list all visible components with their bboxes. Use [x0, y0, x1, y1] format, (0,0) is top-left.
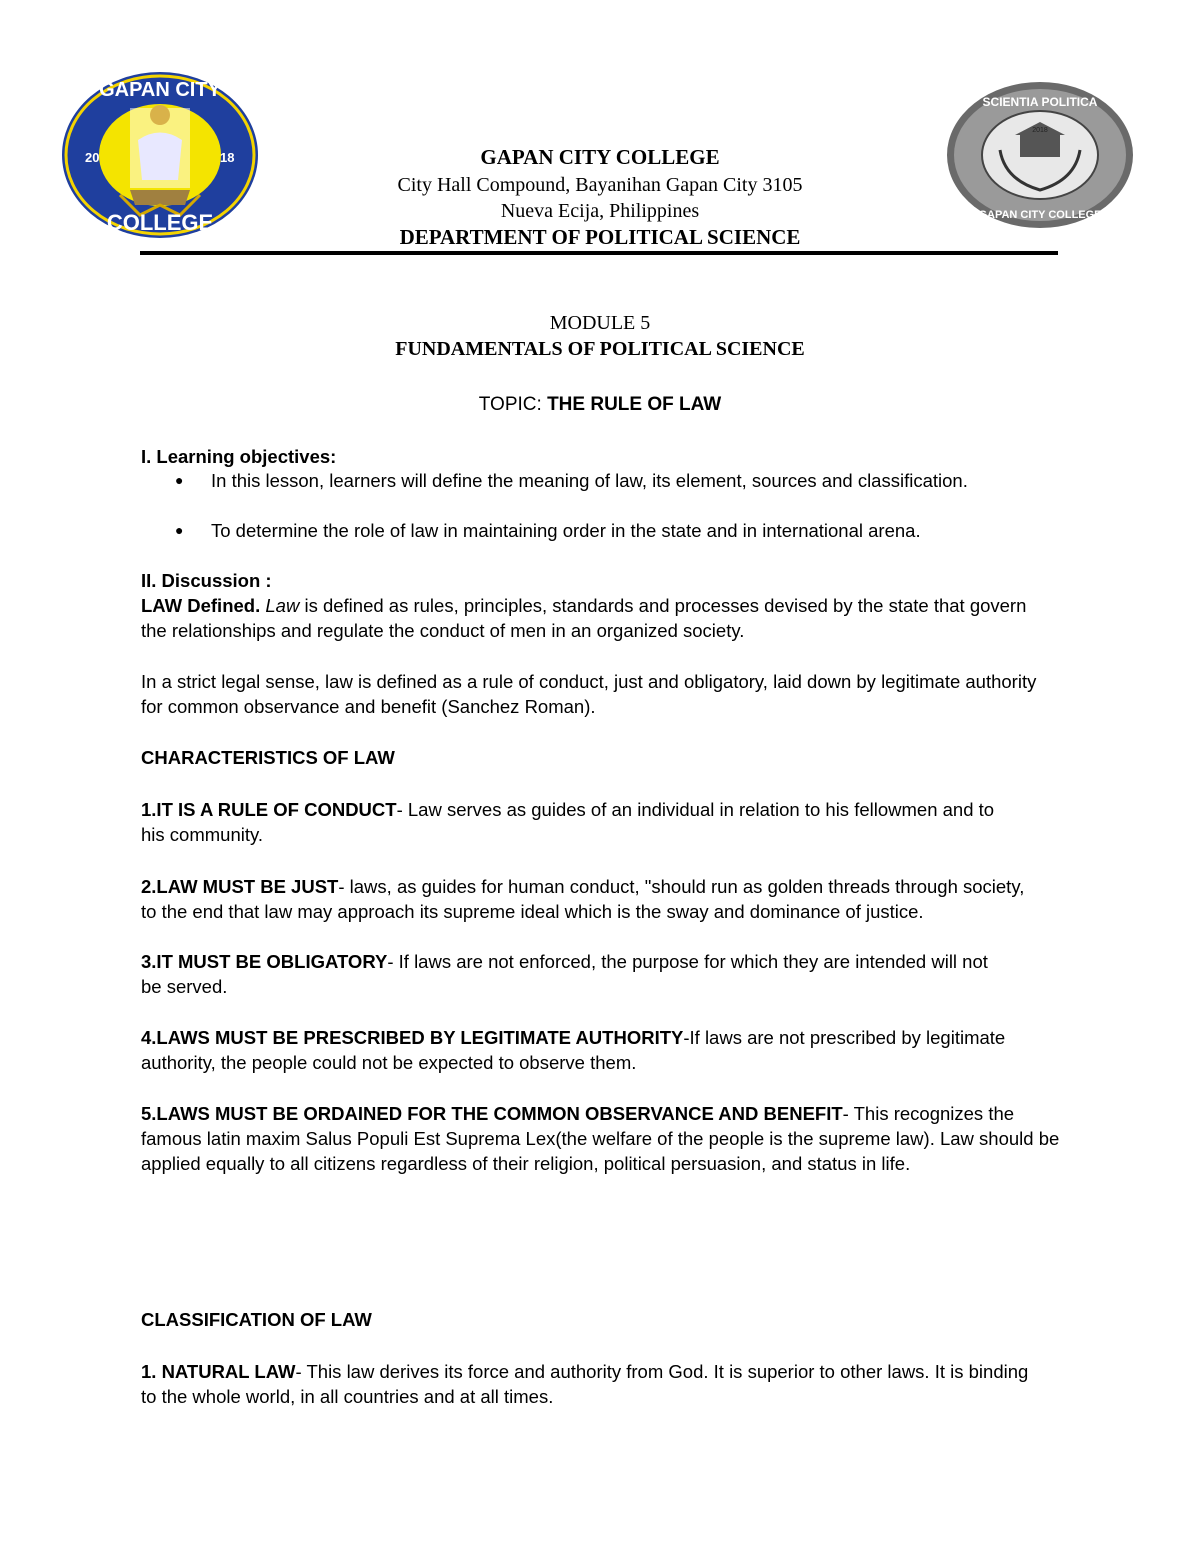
classification-heading: CLASSIFICATION OF LAW: [141, 1309, 372, 1330]
bullet-icon: ●: [175, 522, 184, 538]
svg-text:18: 18: [220, 150, 235, 165]
characteristic-item: 2.LAW MUST BE JUST- laws, as guides for human conduct, "should run as golden threads through society, to the end that law may approach its supreme ideal which is the sway and dominance of justice.: [141, 876, 1025, 922]
objectives-heading: I. Learning objectives:: [141, 446, 337, 467]
header-divider: [140, 251, 1058, 255]
characteristic-item: 3.IT MUST BE OBLIGATORY- If laws are not enforced, the purpose for which they are intended will not be served.: [141, 951, 988, 997]
department-name: DEPARTMENT OF POLITICAL SCIENCE: [399, 225, 801, 249]
topic-label: TOPIC:: [478, 394, 548, 415]
module-title: FUNDAMENTALS OF POLITICAL SCIENCE: [395, 338, 805, 360]
law-word: Law: [265, 595, 300, 616]
strict-sense-paragraph: In a strict legal sense, law is defined as a rule of conduct, just and obligatory, laid down by legitimate authority for common observance and benefit (Sanchez Roman).: [141, 671, 1037, 717]
classification-item: 1. NATURAL LAW- This law derives its force and authority from God. It is superior to other laws. It is binding to the whole world, in all countries and at all times.: [141, 1361, 1029, 1407]
svg-text:GAPAN CITY: GAPAN CITY: [99, 79, 221, 101]
svg-text:2018: 2018: [1032, 127, 1048, 134]
characteristic-item: 4.LAWS MUST BE PRESCRIBED BY LEGITIMATE AUTHORITY-If laws are not prescribed by legitimate authority, the people could not be expected to observe them.: [141, 1027, 1006, 1073]
gapan-city-college-logo: [60, 70, 260, 240]
college-name: GAPAN CITY COLLEGE: [480, 145, 720, 169]
discussion-heading: II. Discussion :: [141, 570, 272, 591]
svg-text:20: 20: [85, 150, 100, 165]
scientia-politica-seal: [945, 80, 1135, 230]
characteristic-item: 5.LAWS MUST BE ORDAINED FOR THE COMMON OBSERVANCE AND BENEFIT- This recognizes the famous latin maxim Salus Populi Est Suprema Lex(the welfare of the people is the supreme law). Law should be applied equally to all citizens regardless of their religion, political persuasion, and status in life.: [141, 1103, 1060, 1174]
characteristics-heading: CHARACTERISTICS OF LAW: [141, 747, 395, 768]
topic-line: [0, 394, 1200, 416]
svg-text:COLLEGE: COLLEGE: [106, 210, 214, 235]
topic-title: THE RULE OF LAW: [547, 394, 722, 415]
college-address-line1: City Hall Compound, Bayanihan Gapan City 3105: [397, 174, 803, 196]
characteristic-item: 1.IT IS A RULE OF CONDUCT- Law serves as guides of an individual in relation to his fellowmen and to his community.: [141, 799, 995, 845]
law-defined-paragraph: LAW Defined. Law is defined as rules, principles, standards and processes devised by the state that govern the relationships and regulate the conduct of men in an organized society.: [141, 595, 1027, 641]
college-address-line2: Nueva Ecija, Philippines: [500, 200, 700, 222]
svg-text:GAPAN CITY COLLEGE: GAPAN CITY COLLEGE: [978, 209, 1102, 221]
svg-text:SCIENTIA POLITICA: SCIENTIA POLITICA: [982, 95, 1098, 109]
bullet-icon: ●: [175, 472, 184, 488]
module-number: MODULE 5: [549, 312, 651, 334]
law-defined-label: LAW Defined.: [141, 595, 261, 616]
